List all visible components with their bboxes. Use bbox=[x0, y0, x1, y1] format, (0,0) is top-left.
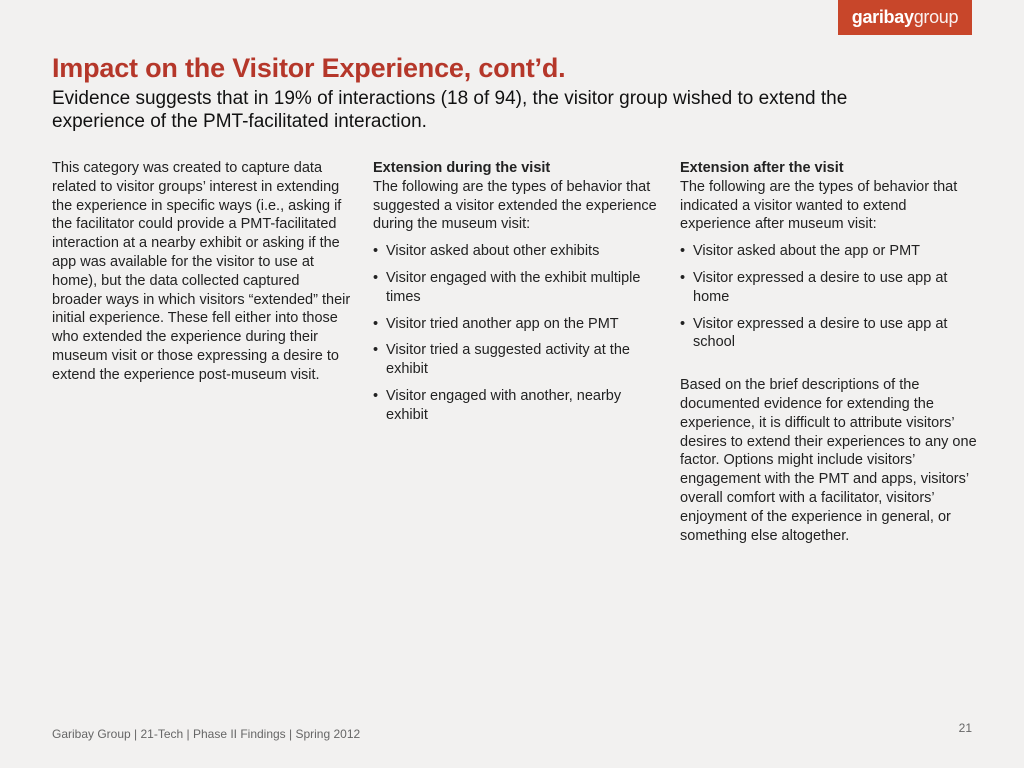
during-visit-list bbox=[373, 242, 658, 424]
list-item bbox=[373, 387, 658, 425]
list-item bbox=[680, 315, 980, 353]
bullet-icon: • bbox=[373, 387, 379, 404]
closing-paragraph: Based on the brief descriptions of the documented evidence for extending the experience, it is difficult to attribute visitors’ desires to extend their experiences to any one factor. Options might include visitors’ engagement with the PMT and apps, visitors’ overall comfort with a facilitator, visitors’ enjoyment of the experience in general, or something else altogether. bbox=[680, 377, 977, 544]
right-column bbox=[680, 159, 980, 545]
list-item bbox=[373, 269, 658, 307]
list-item bbox=[373, 341, 658, 379]
list-item bbox=[680, 269, 980, 307]
middle-column bbox=[373, 159, 658, 433]
list-item bbox=[373, 242, 658, 261]
page-subtitle: Evidence suggests that in 19% of interactions (18 of 94), the visitor group wished to extend the experience of the PMT-facilitated interaction. bbox=[52, 88, 848, 132]
list-item bbox=[680, 242, 980, 261]
garibay-group-logo bbox=[838, 0, 972, 35]
after-visit-intro: The following are the types of behavior that indicated a visitor wanted to extend experience after museum visit: bbox=[680, 178, 958, 233]
category-description: This category was created to capture data related to visitor groups’ interest in extending the experience in specific ways (i.e., asking if the facilitator could provide a PMT-facilitated interaction at a nearby exhibit or asking if the app was available for the visitor to use at home), but the data collected captured broader ways in which visitors “extended” their initial experience. These fell either into those who extended the experience during their museum visit or those expressing a desire to extend the experience post-museum visit. bbox=[52, 160, 351, 383]
list-item-text: Visitor expressed a desire to use app at home bbox=[693, 269, 948, 305]
bullet-icon: • bbox=[680, 243, 686, 260]
left-column bbox=[52, 159, 352, 385]
during-visit-intro: The following are the types of behavior that suggested a visitor extended the experience during the museum visit: bbox=[373, 178, 657, 233]
list-item-text: Visitor asked about other exhibits bbox=[386, 243, 600, 260]
page-number: 21 bbox=[958, 721, 972, 735]
list-item bbox=[373, 315, 658, 334]
footer-text: Garibay Group | 21-Tech | Phase II Findings | Spring 2012 bbox=[52, 727, 361, 741]
logo-text-bold: garibay bbox=[851, 7, 914, 27]
after-visit-heading: Extension after the visit bbox=[680, 160, 844, 176]
bullet-icon: • bbox=[373, 243, 379, 260]
bullet-icon: • bbox=[680, 269, 686, 286]
list-item-text: Visitor asked about the app or PMT bbox=[693, 243, 921, 260]
list-item-text: Visitor tried another app on the PMT bbox=[386, 315, 619, 332]
bullet-icon: • bbox=[373, 342, 379, 359]
bullet-icon: • bbox=[373, 315, 379, 332]
after-visit-list bbox=[680, 242, 980, 352]
list-item-text: Visitor expressed a desire to use app at school bbox=[693, 315, 948, 351]
bullet-icon: • bbox=[680, 315, 686, 332]
page-title: Impact on the Visitor Experience, cont’d. bbox=[52, 53, 566, 83]
list-item-text: Visitor engaged with the exhibit multiple times bbox=[386, 269, 641, 305]
bullet-icon: • bbox=[373, 269, 379, 286]
list-item-text: Visitor tried a suggested activity at the exhibit bbox=[386, 342, 630, 378]
logo-text-light: group bbox=[913, 7, 959, 27]
during-visit-heading: Extension during the visit bbox=[373, 160, 551, 176]
list-item-text: Visitor engaged with another, nearby exhibit bbox=[386, 387, 622, 423]
